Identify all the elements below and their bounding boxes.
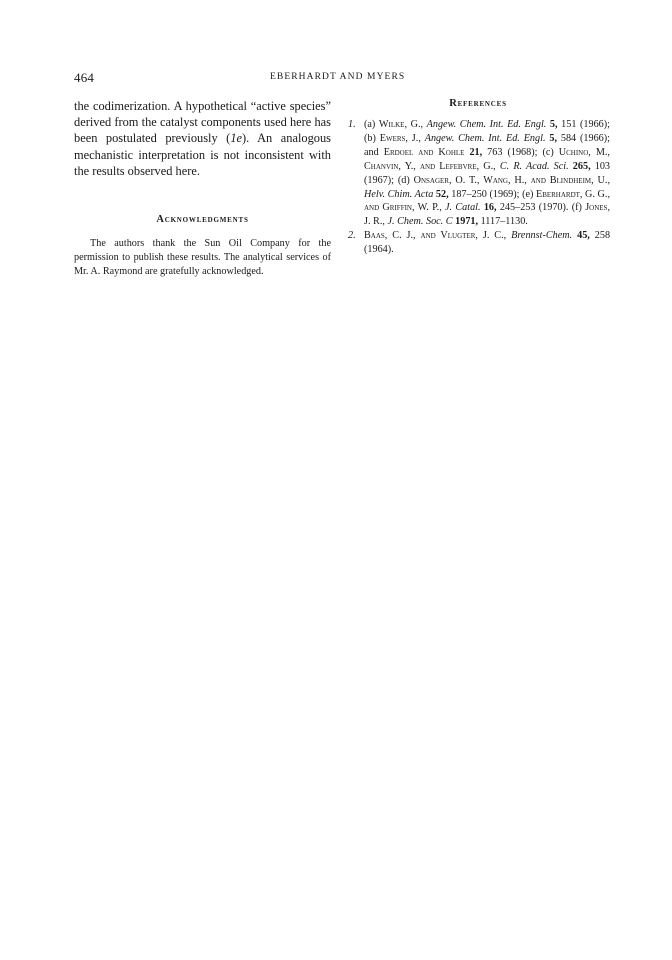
ref-rest: 103 (1967); — [364, 160, 611, 186]
body-text-2: ). An analogous mechanistic interpretation is not inconsistent with the results observed here. — [74, 131, 331, 178]
ref-journal: J. Chem. Soc. C — [387, 216, 453, 228]
ref-volume: 16, — [483, 202, 497, 214]
page-number: 464 — [74, 70, 95, 85]
ref-volume: 1971, — [455, 216, 479, 228]
left-column — [74, 98, 331, 279]
ref-author: Eberhardt, G. G., and Griffin, W. P. — [364, 188, 610, 214]
reference-number: 1. — [348, 119, 356, 130]
ref-sep: , — [418, 132, 425, 144]
body-paragraph — [74, 98, 331, 179]
ref-volume: 5, — [549, 119, 558, 130]
ref-journal: Helv. Chim. Acta — [364, 188, 434, 200]
ref-rest: 245–253 (1970). — [496, 202, 572, 214]
acknowledgments-text: The authors thank the Sun Oil Company for the permission to publish these results. The analytical services of Mr. A. Raymond are gratefully acknowledged. — [74, 238, 331, 277]
reference-2 — [346, 229, 610, 257]
reference-list — [346, 118, 610, 257]
ref-author: Uchino, M., Chanvin, Y., and Lefebvre, G. — [364, 146, 610, 172]
ref-label: (d) — [397, 174, 414, 186]
ref-author: Ewers, J. — [379, 132, 419, 144]
reference-1 — [346, 118, 610, 229]
ref-volume: 45, — [577, 230, 590, 242]
ref-sep: , — [493, 160, 500, 172]
ref-author: Wilke, G. — [378, 119, 421, 130]
ref-volume: 265, — [572, 160, 591, 172]
ref-sep: , — [439, 202, 446, 214]
ref-rest: 151 (1966); — [557, 119, 611, 130]
ref-author: Baas, C. J., and Vlugter, J. C. — [364, 230, 504, 242]
ref-rest: 258 (1964). — [364, 230, 611, 256]
ref-label: (e) — [522, 188, 536, 200]
reference-number: 2. — [348, 230, 356, 242]
ref-label: (b) — [364, 132, 380, 144]
references-heading: References — [449, 98, 507, 109]
ref-rest: 187–250 (1969); — [448, 188, 523, 200]
ref-journal: Angew. Chem. Int. Ed. Engl. — [424, 132, 546, 144]
ref-sep: , — [420, 119, 427, 130]
ref-rest: 584 (1966); and — [364, 132, 610, 158]
ref-author: Jones, J. R. — [364, 202, 610, 228]
references-column — [346, 98, 610, 257]
ref-journal: C. R. Acad. Sci. — [499, 160, 569, 172]
ref-rest: 763 (1968); — [482, 146, 543, 158]
ref-label: (c) — [542, 146, 559, 158]
ref-sep: , — [607, 174, 610, 186]
ref-journal: J. Catal. — [445, 202, 481, 214]
ref-label: (f) — [571, 202, 586, 214]
ref-journal: Angew. Chem. Int. Ed. Engl. — [426, 119, 547, 130]
ref-author: Erdoel and Kohle — [383, 146, 465, 158]
ref-journal: Brennst-Chem. — [511, 230, 573, 242]
ref-volume: 21, — [469, 146, 483, 158]
body-text-1: the codimerization. A hypothetical “active species” derived from the catalyst components used here has been postulated previously ( — [74, 99, 331, 146]
ref-sep: , — [382, 216, 388, 228]
ref-sep: , — [503, 230, 512, 242]
ref-author: Onsager, O. T., Wang, H., and Blindheim, U. — [413, 174, 608, 186]
ref-volume: 5, — [549, 132, 557, 144]
ref-label: (a) — [364, 119, 379, 130]
ref-rest: 1117–1130. — [478, 216, 528, 228]
running-head: EBERHARDT AND MYERS — [270, 72, 406, 82]
ref-volume: 52, — [435, 188, 449, 200]
acknowledgments-heading: Acknowledgments — [156, 214, 249, 226]
citation-ref: 1e — [230, 131, 243, 146]
